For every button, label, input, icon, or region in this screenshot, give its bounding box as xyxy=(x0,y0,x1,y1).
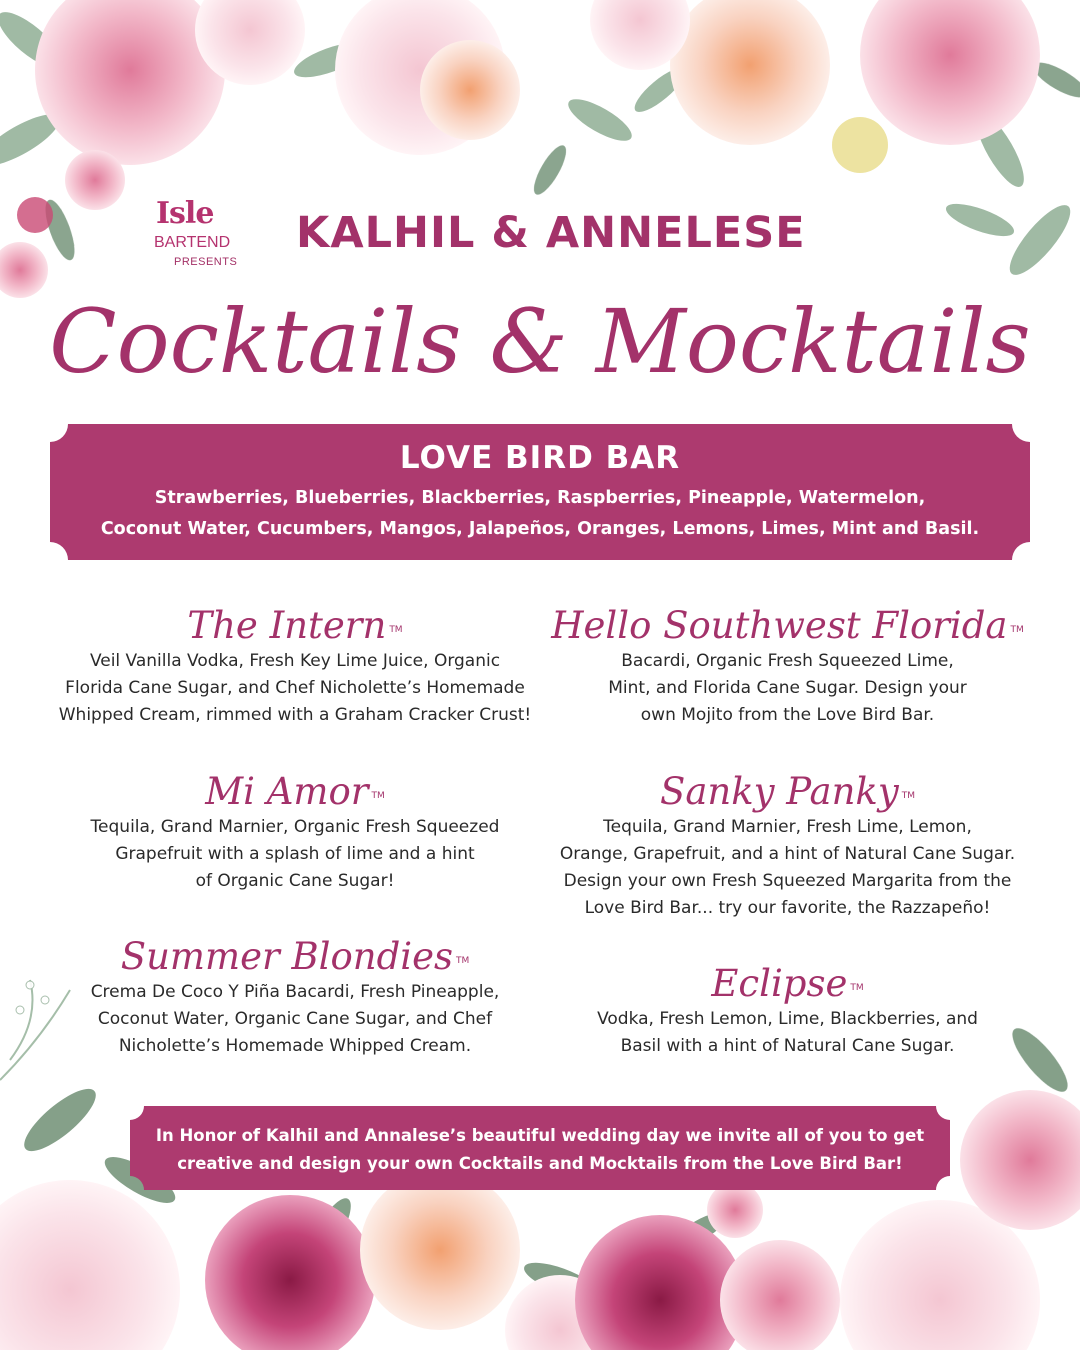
drink-description: Basil with a hint of Natural Cane Sugar. xyxy=(620,1036,955,1056)
drink-description: Florida Cane Sugar, and Chef Nicholette’s Homemade xyxy=(65,678,525,698)
drink-description: Love Bird Bar... try our favorite, the Razzapeño! xyxy=(584,898,991,918)
bar-ingredients-line-2: Coconut Water, Cucumbers, Mangos, Jalapeños, Oranges, Lemons, Limes, Mint and Basil. xyxy=(100,519,980,539)
drink-eclipse xyxy=(540,962,1035,1060)
drink-description: Coconut Water, Organic Cane Sugar, and Chef xyxy=(97,1009,493,1029)
drink-name xyxy=(40,935,550,979)
trademark-mark: TM xyxy=(455,956,470,966)
script-title: Cocktails & Mocktails xyxy=(49,290,1031,393)
drink-name xyxy=(40,770,550,814)
bar-title: LOVE BIRD BAR xyxy=(399,440,681,476)
drink-description: Vodka, Fresh Lemon, Lime, Blackberries, and xyxy=(597,1009,978,1029)
drink-description: Tequila, Grand Marnier, Organic Fresh Squeezed xyxy=(90,817,500,837)
couple-title: KALHIL & ANNELESE xyxy=(296,208,806,258)
trademark-mark: TM xyxy=(389,625,403,635)
drink-description: Veil Vanilla Vodka, Fresh Key Lime Juice, Organic xyxy=(89,651,501,671)
drink-description: Whipped Cream, rimmed with a Graham Cracker Crust! xyxy=(58,705,532,725)
drink-description: Tequila, Grand Marnier, Fresh Lime, Lemon, xyxy=(603,817,972,837)
drink-name xyxy=(540,962,1035,1006)
drink-description: Grapefruit with a splash of lime and a hint xyxy=(115,844,475,864)
drink-description: Mint, and Florida Cane Sugar. Design your xyxy=(608,678,967,698)
drink-the-intern xyxy=(40,604,550,729)
drink-description: Design your own Fresh Squeezed Margarita from the xyxy=(563,871,1012,891)
drink-description: Orange, Grapefruit, and a hint of Natural Cane Sugar. xyxy=(559,844,1016,864)
drink-sanky-panky xyxy=(540,770,1035,922)
trademark-mark: TM xyxy=(850,983,864,993)
drink-description: Crema De Coco Y Piña Bacardi, Fresh Pineapple, xyxy=(90,982,500,1002)
drink-name-text: Hello Southwest Florida xyxy=(551,604,1008,647)
drink-description: own Mojito from the Love Bird Bar. xyxy=(640,705,935,725)
trademark-mark: TM xyxy=(901,791,916,801)
drink-name-text: The Intern xyxy=(187,604,387,647)
trademark-mark: TM xyxy=(371,791,385,801)
drink-name-text: Summer Blondies xyxy=(120,935,453,978)
logo-brand-text: Isle xyxy=(156,196,214,231)
love-bird-bar-banner xyxy=(50,424,1030,560)
drink-name-text: Mi Amor xyxy=(205,770,369,813)
logo-presents-text: PRESENTS xyxy=(174,256,238,268)
drink-name xyxy=(40,604,550,648)
drink-description: Bacardi, Organic Fresh Squeezed Lime, xyxy=(621,651,954,671)
drink-mi-amor xyxy=(40,770,550,895)
drink-description: of Organic Cane Sugar! xyxy=(195,871,395,891)
drink-name xyxy=(540,770,1035,814)
footer-message-line-1: In Honor of Kalhil and Annalese’s beautiful wedding day we invite all of you to get xyxy=(155,1126,925,1145)
bar-ingredients-line-1: Strawberries, Blueberries, Blackberries, Raspberries, Pineapple, Watermelon, xyxy=(154,488,926,508)
isle-bartend-logo xyxy=(150,196,262,276)
drink-name xyxy=(540,604,1035,648)
footer-banner xyxy=(130,1106,950,1190)
drink-hello-southwest-florida xyxy=(540,604,1035,729)
footer-message-line-2: creative and design your own Cocktails and Mocktails from the Love Bird Bar! xyxy=(177,1154,903,1173)
drink-name-text: Sanky Panky xyxy=(659,770,899,813)
trademark-mark: TM xyxy=(1010,625,1024,635)
footer-shape xyxy=(130,1106,950,1190)
logo-sub-text: BARTEND xyxy=(154,234,231,251)
drink-summer-blondies xyxy=(40,935,550,1060)
drink-name-text: Eclipse xyxy=(711,962,848,1005)
drink-description: Nicholette’s Homemade Whipped Cream. xyxy=(118,1036,472,1056)
